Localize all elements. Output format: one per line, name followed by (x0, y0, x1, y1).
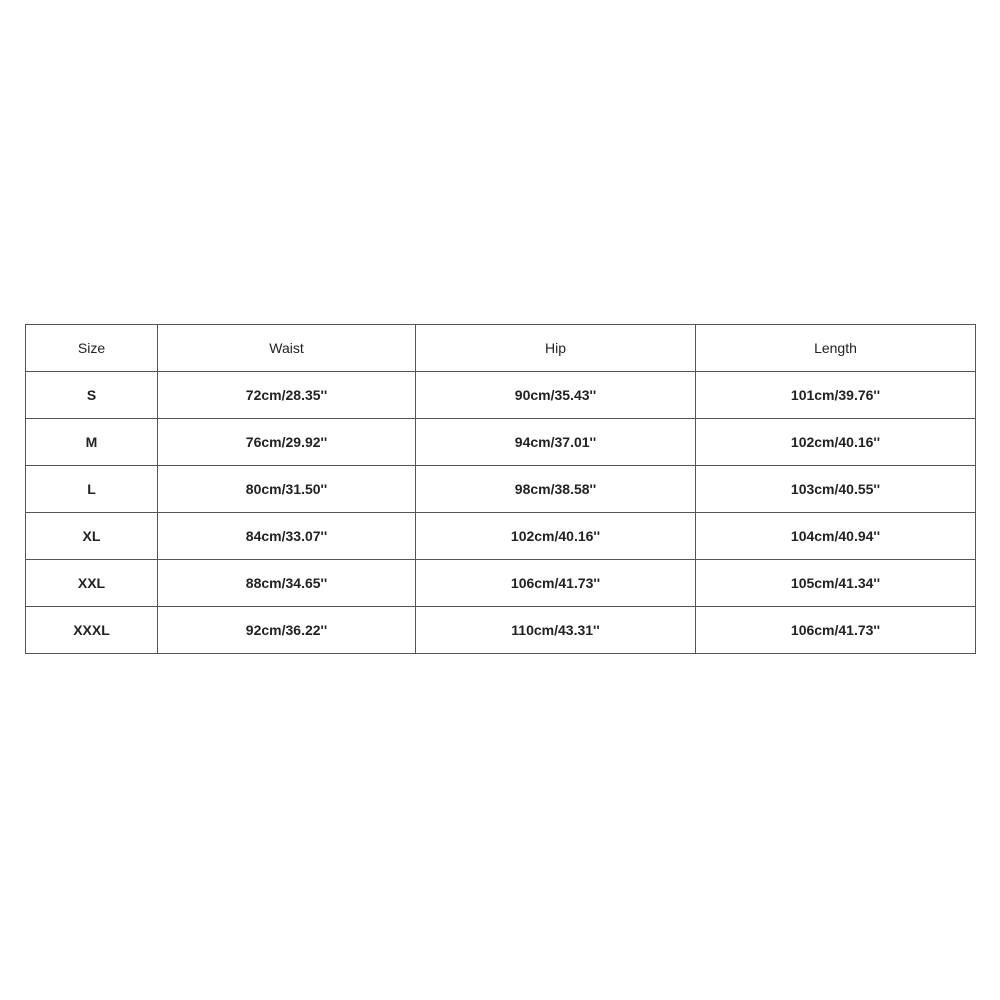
cell-hip: 94cm/37.01'' (416, 419, 696, 466)
cell-waist: 92cm/36.22'' (158, 607, 416, 654)
cell-size: XL (26, 513, 158, 560)
cell-hip: 90cm/35.43'' (416, 372, 696, 419)
cell-waist: 76cm/29.92'' (158, 419, 416, 466)
table-row (26, 466, 976, 513)
cell-length: 102cm/40.16'' (696, 419, 976, 466)
cell-hip: 102cm/40.16'' (416, 513, 696, 560)
cell-length: 101cm/39.76'' (696, 372, 976, 419)
cell-waist: 88cm/34.65'' (158, 560, 416, 607)
cell-length: 104cm/40.94'' (696, 513, 976, 560)
cell-size: XXXL (26, 607, 158, 654)
cell-hip: 106cm/41.73'' (416, 560, 696, 607)
cell-size: S (26, 372, 158, 419)
cell-waist: 80cm/31.50'' (158, 466, 416, 513)
cell-length: 105cm/41.34'' (696, 560, 976, 607)
cell-size: L (26, 466, 158, 513)
cell-hip: 110cm/43.31'' (416, 607, 696, 654)
cell-length: 103cm/40.55'' (696, 466, 976, 513)
header-waist: Waist (158, 325, 416, 372)
cell-size: XXL (26, 560, 158, 607)
table-row (26, 560, 976, 607)
cell-waist: 84cm/33.07'' (158, 513, 416, 560)
cell-length: 106cm/41.73'' (696, 607, 976, 654)
cell-waist: 72cm/28.35'' (158, 372, 416, 419)
table-row (26, 419, 976, 466)
table-header-row (26, 325, 976, 372)
cell-hip: 98cm/38.58'' (416, 466, 696, 513)
table-row (26, 607, 976, 654)
cell-size: M (26, 419, 158, 466)
header-size: Size (26, 325, 158, 372)
header-hip: Hip (416, 325, 696, 372)
header-length: Length (696, 325, 976, 372)
table-row (26, 372, 976, 419)
size-chart-table (25, 324, 976, 654)
table-row (26, 513, 976, 560)
